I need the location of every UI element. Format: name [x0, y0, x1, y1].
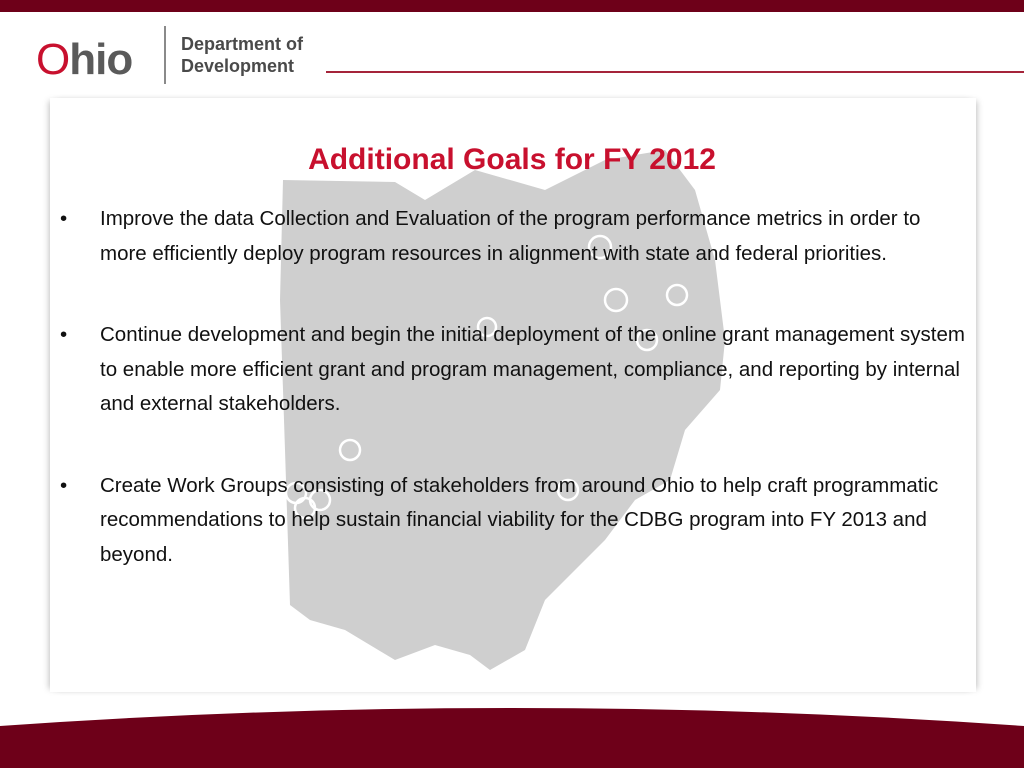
department-line-1: Department of: [181, 34, 304, 54]
logo-divider: [164, 26, 166, 84]
goal-item: [60, 469, 970, 573]
bullet-marker: •: [60, 473, 68, 497]
bullet-marker: •: [60, 323, 68, 346]
department-line-2: Development: [181, 56, 295, 76]
goal-text: Continue development and begin the initial deployment of the online grant management system to enable more efficient grant and program management, compliance, and reporting by internal and external stakeholders.: [100, 323, 965, 415]
goal-list: [60, 202, 970, 619]
header: [0, 12, 1024, 98]
goal-item: [60, 202, 970, 271]
department-name: [181, 33, 303, 77]
goal-text: Create Work Groups consisting of stakeholders from around Ohio to help craft programmatic recommendations to help sustain financial viability for the CDBG program into FY 2013 and beyond.: [100, 473, 939, 566]
ohio-logo-o: O: [36, 35, 70, 84]
bullet-marker: •: [60, 207, 68, 230]
goal-item: [60, 318, 970, 422]
footer-banner: [0, 688, 1024, 768]
slide-title: Additional Goals for FY 2012: [308, 143, 716, 176]
ohio-logo: [36, 35, 133, 84]
header-rule: [326, 71, 1024, 73]
ohio-logo-text: hio: [69, 35, 133, 84]
goal-text: Improve the data Collection and Evaluation of the program performance metrics in order to more efficiently deploy program resources in alignment with state and federal priorities.: [100, 207, 921, 265]
top-banner: [0, 0, 1024, 12]
